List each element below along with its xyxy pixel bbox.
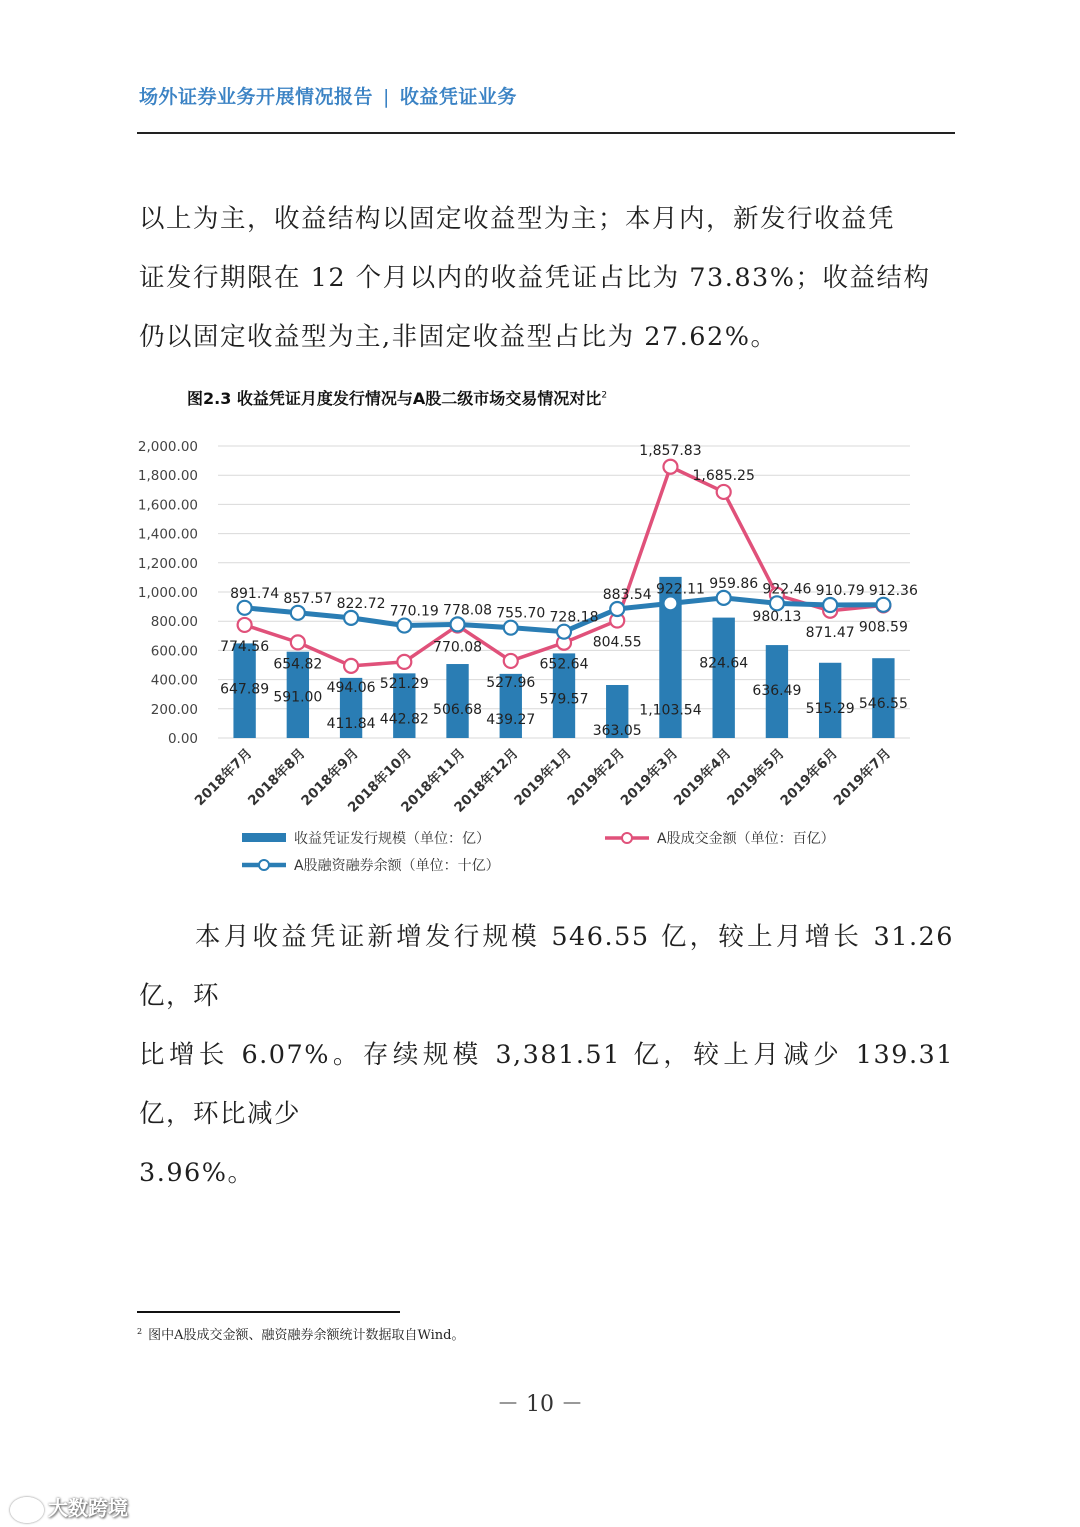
paragraph-line: 比增长 6.07%。存续规模 3,381.51 亿，较上月减少 139.31 亿，环比减少 [139, 1040, 954, 1129]
bar-data-label: 591.00 [273, 689, 323, 706]
x-tick-label: 2019年5月 [724, 745, 788, 810]
bar-data-label: 439.27 [486, 711, 536, 728]
turnover-line-marker [291, 635, 305, 649]
margin-data-label: 959.86 [709, 575, 759, 592]
y-tick-label: 800.00 [150, 614, 198, 631]
caption-text: 图2.3 收益凭证月度发行情况与A股二级市场交易情况对比 [187, 389, 602, 408]
margin-line-marker [344, 611, 358, 625]
turnover-line-marker [717, 485, 731, 499]
y-tick-label: 1,000.00 [137, 585, 198, 601]
margin-data-label: 778.08 [443, 602, 493, 619]
y-tick-label: 1,400.00 [137, 526, 198, 543]
bar-data-label: 579.57 [539, 691, 589, 708]
y-tick-label: 1,600.00 [137, 497, 198, 514]
y-tick-label: 600.00 [150, 643, 198, 660]
bar-data-label: 636.49 [752, 683, 802, 700]
x-tick-label: 2018年8月 [245, 745, 309, 810]
turnover-data-label: 980.13 [752, 608, 802, 625]
margin-line-marker [557, 625, 571, 639]
turnover-line-marker [663, 460, 677, 474]
x-tick-label: 2018年10月 [344, 745, 416, 816]
margin-data-label: 822.72 [336, 595, 386, 612]
footnote [137, 1324, 464, 1343]
margin-data-label: 770.19 [389, 603, 439, 620]
turnover-data-label: 770.08 [433, 639, 483, 656]
y-tick-label: 2,000.00 [137, 439, 198, 455]
paragraph-line: 3.96%。 [139, 1158, 255, 1188]
x-tick-label: 2019年2月 [564, 745, 629, 810]
margin-line-marker [504, 621, 518, 635]
report-title: 场外证券业务开展情况报告 [139, 86, 374, 108]
turnover-data-label: 654.82 [273, 656, 323, 673]
bar [713, 618, 735, 738]
x-tick-label: 2018年7月 [191, 745, 256, 810]
legend-marker [259, 860, 269, 870]
legend-label: 收益凭证发行规模（单位：亿） [294, 831, 490, 847]
margin-data-label: 912.36 [868, 582, 918, 599]
paragraph-1 [139, 190, 954, 367]
combo-chart [130, 428, 930, 888]
page-number: － 10 － [497, 1392, 583, 1417]
legend-swatch-bar [242, 833, 286, 842]
margin-line-marker [451, 617, 465, 631]
turnover-line-marker [344, 659, 358, 673]
x-tick-label: 2019年6月 [777, 745, 841, 810]
x-tick-label: 2019年4月 [670, 745, 735, 810]
turnover-data-label: 1,685.25 [692, 467, 755, 484]
turnover-data-label: 908.59 [858, 619, 908, 636]
turnover-data-label: 527.96 [486, 674, 536, 691]
margin-line-marker [397, 619, 411, 633]
margin-line-marker [610, 602, 624, 616]
footnote-text: 图中A股成交金额、融资融券余额统计数据取自Wind。 [148, 1328, 465, 1343]
x-tick-label: 2019年1月 [511, 745, 575, 810]
margin-data-label: 891.74 [230, 585, 280, 602]
margin-data-label: 910.79 [815, 583, 865, 600]
y-tick-label: 1,200.00 [137, 555, 198, 572]
bar [446, 664, 468, 738]
bar-data-label: 363.05 [592, 722, 642, 739]
turnover-line-marker [397, 655, 411, 669]
margin-data-label: 755.70 [496, 605, 546, 622]
footnote-ref: 2 [601, 390, 608, 401]
turnover-data-label: 804.55 [592, 634, 642, 651]
footnote-mark: 2 [137, 1326, 143, 1336]
bar-data-label: 442.82 [379, 711, 429, 728]
section-title: 收益凭证业务 [399, 86, 517, 108]
watermark [10, 1492, 128, 1523]
x-tick-label: 2019年7月 [830, 745, 895, 810]
margin-line-marker [238, 601, 252, 615]
figure-caption [187, 386, 607, 409]
x-tick-label: 2019年3月 [617, 745, 682, 810]
bar-data-label: 1,103.54 [639, 702, 702, 719]
paragraph-line: 以上为主，收益结构以固定收益型为主；本月内，新发行收益凭 [139, 204, 896, 234]
bar-data-label: 515.29 [805, 700, 855, 717]
margin-line-marker [717, 591, 731, 605]
header-separator: | [383, 86, 390, 108]
turnover-data-label: 652.64 [539, 656, 589, 673]
x-tick-label: 2018年11月 [398, 745, 469, 816]
turnover-data-label: 521.29 [379, 675, 429, 692]
bar-data-label: 411.84 [326, 715, 376, 732]
watermark-text: 大数跨境 [48, 1496, 128, 1520]
bar-data-label: 506.68 [433, 702, 483, 719]
paragraph-line: 证发行期限在 12 个月以内的收益凭证占比为 73.83%；收益结构 [139, 263, 931, 293]
footnote-rule [137, 1311, 400, 1313]
margin-data-label: 728.18 [549, 609, 599, 626]
bar-data-label: 824.64 [699, 655, 749, 672]
margin-line-marker [291, 606, 305, 620]
y-tick-label: 400.00 [150, 672, 198, 689]
margin-data-label: 922.46 [762, 581, 812, 598]
paragraph-line: 本月收益凭证新增发行规模 546.55 亿，较上月增长 31.26 亿，环 [139, 922, 954, 1011]
watermark-logo-icon [10, 1497, 44, 1523]
header-rule [137, 132, 955, 134]
turnover-data-label: 871.47 [805, 624, 855, 641]
y-tick-label: 200.00 [150, 701, 198, 718]
margin-data-label: 857.57 [283, 590, 333, 607]
legend-label: A股融资融券余额（单位：十亿） [294, 858, 500, 874]
y-tick-label: 0.00 [167, 731, 198, 747]
y-tick-label: 1,800.00 [137, 468, 198, 485]
turnover-data-label: 1,857.83 [639, 442, 702, 459]
x-tick-label: 2018年9月 [298, 745, 362, 810]
turnover-line-marker [238, 618, 252, 632]
margin-line-marker [663, 596, 677, 610]
margin-line-marker [876, 598, 890, 612]
margin-line-marker [823, 598, 837, 612]
paragraph-2 [139, 908, 954, 1203]
turnover-data-label: 774.56 [220, 638, 270, 655]
bar-data-label: 546.55 [858, 696, 908, 713]
legend-label: A股成交金额（单位：百亿） [657, 831, 835, 847]
paragraph-line: 仍以固定收益型为主,非固定收益型占比为 27.62%。 [139, 322, 778, 352]
legend-marker [622, 833, 632, 843]
bar-data-label: 647.89 [220, 681, 270, 698]
running-header [139, 82, 517, 109]
x-tick-label: 2018年12月 [451, 745, 522, 816]
turnover-line-marker [504, 654, 518, 668]
margin-data-label: 922.11 [655, 581, 705, 598]
turnover-data-label: 494.06 [326, 679, 376, 696]
margin-data-label: 883.54 [602, 587, 652, 604]
